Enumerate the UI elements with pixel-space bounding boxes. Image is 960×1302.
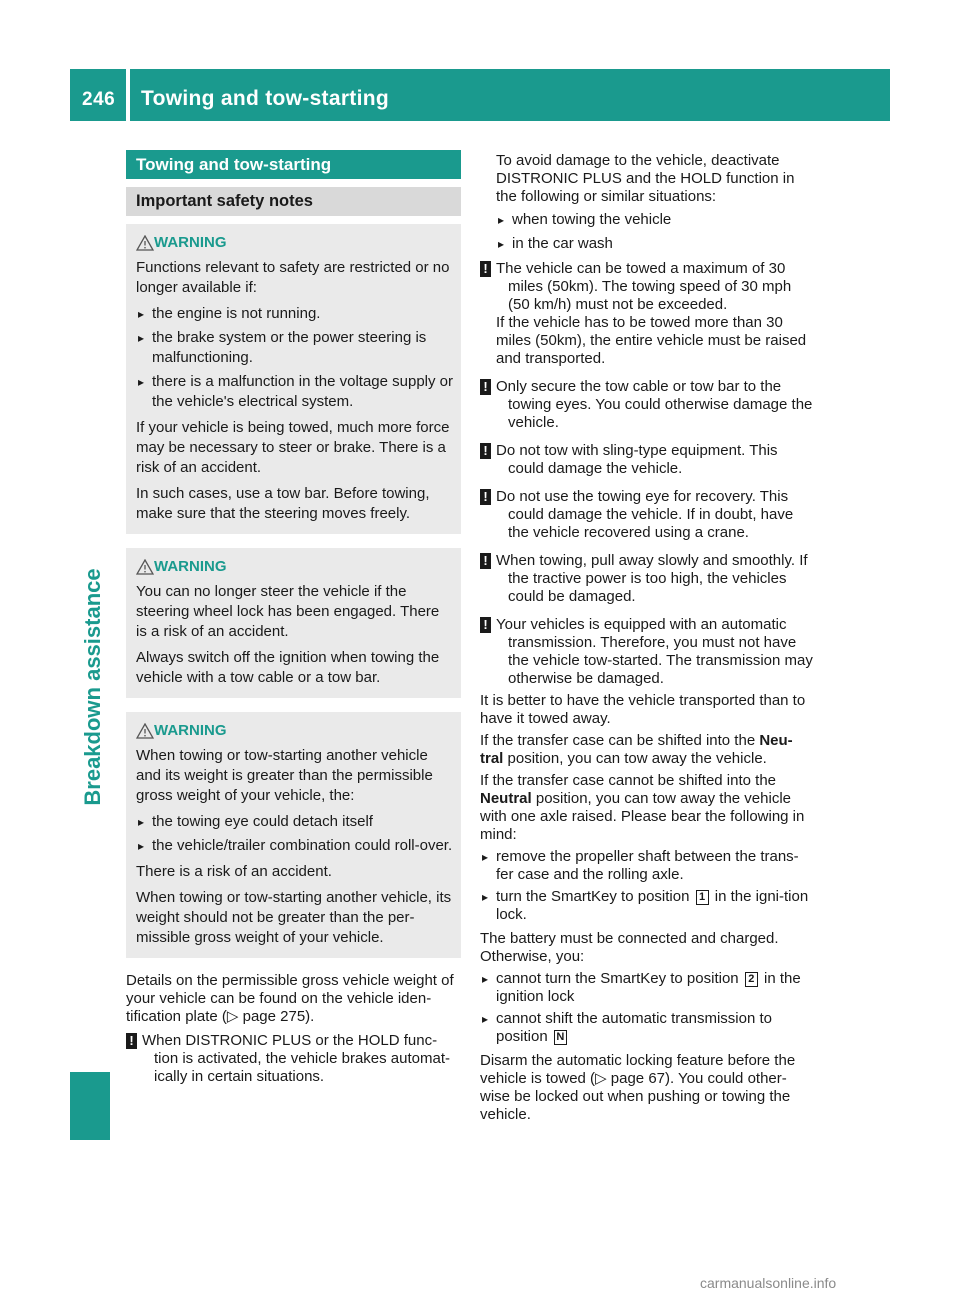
warning-text: When towing or tow-starting another vehicle, its weight should not be greater than the per-missible gross weight of your vehicle.	[136, 889, 452, 946]
page-reference-link[interactable]: page 275).	[238, 1008, 315, 1025]
page-reference-link[interactable]: page 67). You could other-wise be locked out when pushing or towing the vehicle.	[480, 1070, 791, 1123]
intro-paragraph: To avoid damage to the vehicle, deactivate DISTRONIC PLUS and the HOLD function in the following or similar situations:	[496, 152, 795, 205]
header-title: Towing and tow-starting	[141, 87, 389, 110]
list-item: ▸ cannot turn the SmartKey to position 2 in the ignition lock	[482, 970, 801, 1005]
caution-note: ! Do not tow with sling-type equipment. This could damage the vehicle.	[480, 442, 815, 478]
body-paragraph: If the transfer case can be shifted into the Neu-tral position, you can tow away the vehicle.	[480, 732, 793, 767]
bullet-icon: ▸	[138, 815, 145, 829]
exclamation-icon: !	[126, 1033, 137, 1049]
list-item: ▸ the engine is not running.	[138, 305, 321, 322]
bullet-icon: ▸	[482, 1012, 489, 1026]
caution-note: ! Only secure the tow cable or tow bar to the towing eyes. You could otherwise damage the vehicle.	[480, 378, 815, 432]
exclamation-icon: !	[480, 443, 491, 459]
axle-list	[480, 848, 815, 924]
body-paragraph: The battery must be connected and charged. Otherwise, you:	[480, 930, 779, 965]
sidebar-tab-marker	[70, 1072, 110, 1140]
bullet-icon: ▸	[138, 307, 145, 321]
exclamation-icon: !	[480, 261, 491, 277]
battery-list	[480, 970, 815, 1046]
section-title: Towing and tow-starting	[126, 150, 461, 179]
warning-box-1	[126, 224, 461, 534]
caution-note: ! The vehicle can be towed a maximum of 30 miles (50km). The towing speed of 30 mph (50 km/h) must not be exceeded. If the vehicle has to be towed more than 30 miles (50km), the entire vehicle must be raised and transported.	[480, 260, 815, 368]
situation-list	[496, 210, 815, 254]
warning-triangle-icon	[136, 235, 154, 251]
watermark: carmanualsonline.info	[700, 1275, 837, 1291]
warning-text: Functions relevant to safety are restricted or no longer available if:	[136, 259, 450, 296]
exclamation-icon: !	[480, 553, 491, 569]
caution-note: ! Your vehicles is equipped with an automatic transmission. Therefore, you must not have the vehicle tow-started. The transmission may otherwise be damaged.	[480, 616, 815, 688]
warning-text: When towing or tow-starting another vehicle and its weight is greater than the permissible gross weight of your vehicle, the:	[136, 747, 433, 804]
exclamation-icon: !	[480, 617, 491, 633]
body-paragraph: If the transfer case cannot be shifted into the Neutral position, you can tow away the vehicle with one axle raised. Please bear the following in mind:	[480, 772, 805, 843]
warning-box-2	[126, 548, 461, 698]
bullet-icon: ▸	[498, 213, 505, 227]
key-position-1-icon: 1	[696, 890, 709, 905]
page-ref-arrow-icon: ▷	[226, 1008, 239, 1025]
list-item: ▸ in the car wash	[498, 235, 613, 252]
list-item: ▸ the brake system or the power steering is malfunctioning.	[138, 329, 427, 366]
list-item: ▸ the vehicle/trailer combination could roll-over.	[138, 837, 453, 854]
bullet-icon: ▸	[498, 237, 505, 251]
list-item: ▸ there is a malfunction in the voltage supply or the vehicle's electrical system.	[138, 373, 454, 410]
warning-text: There is a risk of an accident.	[136, 863, 332, 880]
warning-text: You can no longer steer the vehicle if the steering wheel lock has been engaged. There is a risk of an accident.	[136, 583, 440, 640]
gear-neutral-icon: N	[554, 1030, 567, 1045]
list-item: ▸ when towing the vehicle	[498, 211, 672, 228]
key-position-2-icon: 2	[745, 972, 758, 987]
bullet-icon: ▸	[138, 839, 145, 853]
bullet-icon: ▸	[138, 375, 145, 389]
list-item: ▸ the towing eye could detach itself	[138, 813, 373, 830]
body-paragraph: Disarm the automatic locking feature before the vehicle is towed (▷ page 67). You could other-wise be locked out when pushing or towing the vehicle.	[480, 1052, 796, 1123]
warning-title: WARNING	[136, 556, 453, 578]
list-item: ▸ cannot shift the automatic transmission to position N	[482, 1010, 772, 1045]
bullet-icon: ▸	[482, 850, 489, 864]
caution-note: ! When towing, pull away slowly and smoothly. If the tractive power is too high, the vehicles could be damaged.	[480, 552, 815, 606]
warning-triangle-icon	[136, 559, 154, 575]
page-header	[70, 69, 890, 121]
left-column	[126, 150, 461, 1096]
page-number: 246	[82, 89, 116, 110]
sidebar-chapter-label: Breakdown assistance	[80, 568, 105, 806]
warning-bullet-list	[136, 304, 453, 412]
warning-text: In such cases, use a tow bar. Before towing, make sure that the steering moves freely.	[136, 485, 430, 522]
subsection-title: Important safety notes	[126, 187, 461, 216]
warning-box-3	[126, 712, 461, 958]
header-separator	[126, 69, 130, 121]
page-ref-arrow-icon: ▷	[595, 1070, 607, 1087]
exclamation-icon: !	[480, 379, 491, 395]
details-paragraph: Details on the permissible gross vehicle weight of your vehicle can be found on the vehicle iden-tification plate (▷ page 275).	[126, 972, 454, 1025]
warning-triangle-icon	[136, 723, 154, 739]
list-item: ▸ remove the propeller shaft between the trans-fer case and the rolling axle.	[482, 848, 799, 883]
bullet-icon: ▸	[482, 972, 489, 986]
bullet-icon: ▸	[138, 331, 145, 345]
warning-title: WARNING	[136, 232, 453, 254]
exclamation-icon: !	[480, 489, 491, 505]
warning-text: If your vehicle is being towed, much more force may be necessary to steer or brake. There is a risk of an accident.	[136, 419, 450, 476]
body-paragraph: It is better to have the vehicle transported than to have it towed away.	[480, 692, 806, 727]
bullet-icon: ▸	[482, 890, 489, 904]
warning-bullet-list	[136, 812, 453, 856]
warning-title: WARNING	[136, 720, 453, 742]
right-column	[480, 152, 815, 1128]
list-item: ▸ turn the SmartKey to position 1 in the igni-tion lock.	[482, 888, 809, 923]
caution-note: ! When DISTRONIC PLUS or the HOLD func-tion is activated, the vehicle brakes automat-ically in certain situations.	[126, 1032, 461, 1086]
caution-note: ! Do not use the towing eye for recovery. This could damage the vehicle. If in doubt, have the vehicle recovered using a crane.	[480, 488, 815, 542]
warning-text: Always switch off the ignition when towing the vehicle with a tow cable or a tow bar.	[136, 649, 440, 686]
